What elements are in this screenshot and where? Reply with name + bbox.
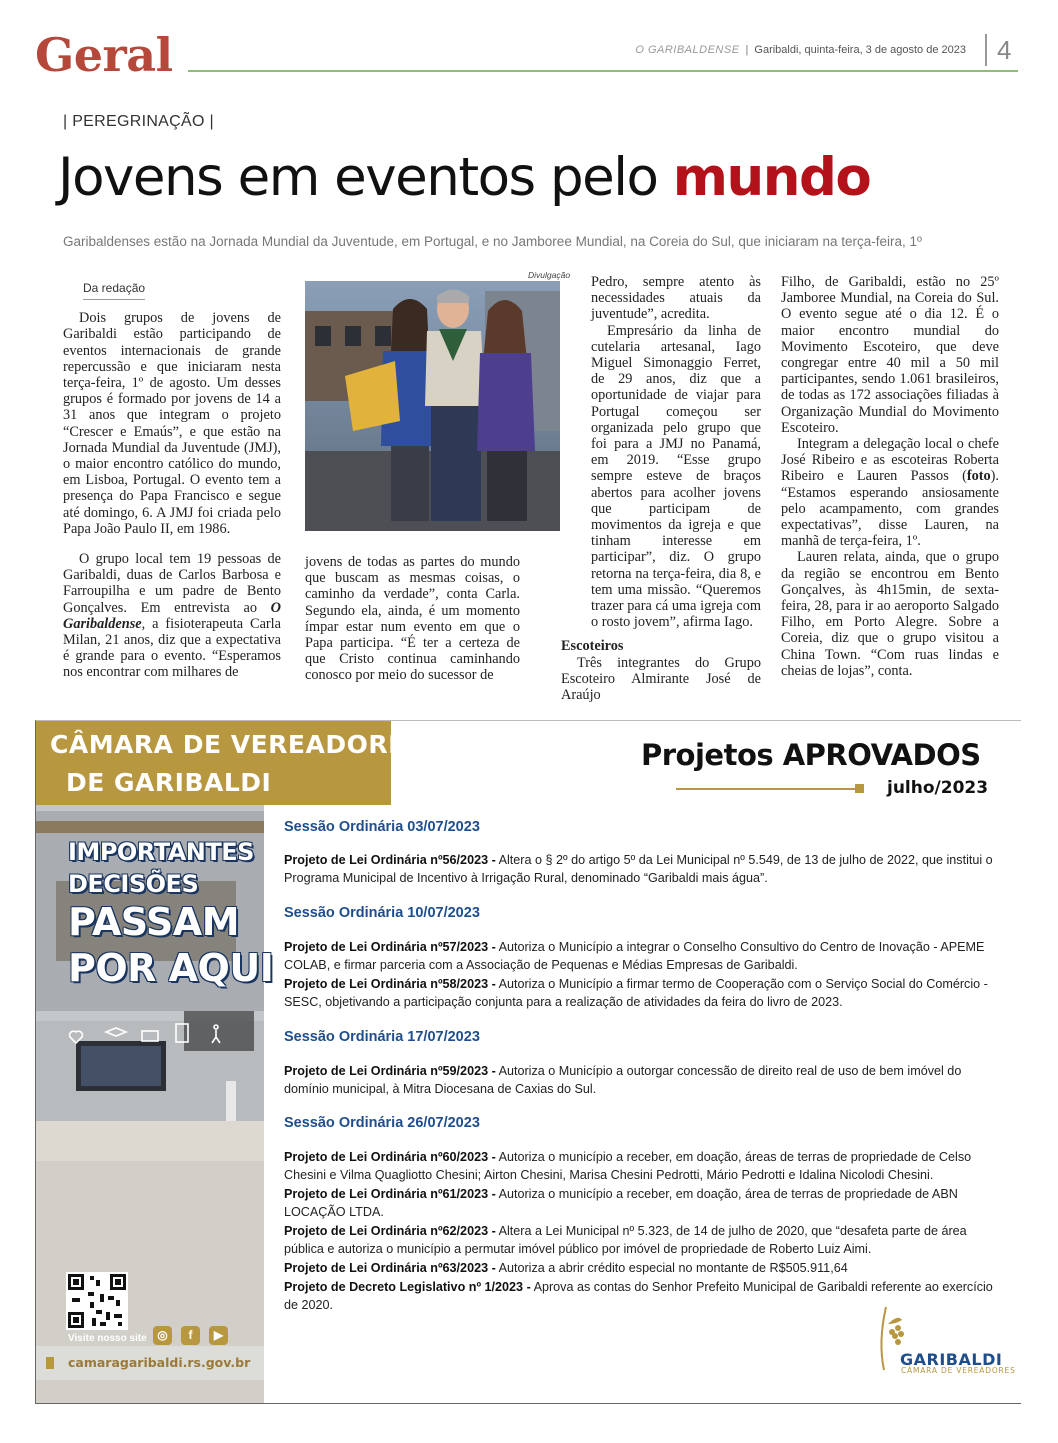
- session-title: Sessão Ordinária 17/07/2023: [284, 1029, 480, 1045]
- article-column-2: [305, 554, 520, 684]
- newspaper-reference: O Garibaldense: [63, 599, 281, 632]
- slogan-line-2: DECISÕES: [68, 870, 199, 898]
- qr-code[interactable]: [66, 1272, 128, 1330]
- header-rule: [188, 70, 1018, 72]
- project-item: [284, 1185, 1004, 1221]
- article-headline: [58, 138, 870, 218]
- paragraph-text: ). “Estamos esperando ansiosamente pelo acampamento, com grandes expectativas”, disse Lauren, na manhã de terça-feira, 1º.: [781, 468, 999, 550]
- article-column-1: [63, 280, 281, 681]
- paragraph: [781, 436, 999, 549]
- site-url[interactable]: camaragaribaldi.rs.gov.br: [68, 1355, 251, 1370]
- project-description: Autoriza o município a receber, em doação, áreas de terras de propriedade de Celso Chesini e Vilma Quagliotto Chesini; Airton Chesini, Marisa Chesini Pedrotti, Mário Pedrotti e Idalina Nicolodi Chesini.: [284, 1150, 972, 1182]
- project-description: Altera a Lei Municipal nº 5.323, de 14 de julho de 2020, que “desafeta parte de área pública e autoriza o município a permutar imóvel público por imóvel de propriedade de Roberto Luiz Aimi.: [284, 1224, 967, 1256]
- paragraph-text: , a fisioterapeuta Carla Milan, 21 anos, diz que a expectativa é grande para o evento. “Esperamos nos encontrar com milhares de: [63, 615, 281, 681]
- paragraph: Filho, de Garibaldi, estão no 25º Jamboree Mundial, na Coreia do Sul. O evento segue até o dia 12. É o maior encontro mundial do Movimento Escoteiro, que deve congregar entre 40 mil a 50 mil participantes, sendo 1.061 brasileiros, de todas as 172 associações filiadas à Organização Mundial do Movimento Escoteiro.: [781, 274, 999, 436]
- section-title: Geral: [35, 28, 173, 82]
- project-description: Autoriza a abrir crédito especial no montante de R$505.911,64: [495, 1261, 848, 1275]
- instagram-icon[interactable]: ◎: [153, 1326, 172, 1345]
- projects-title: Projetos APROVADOS: [641, 738, 981, 772]
- byline: Da redação: [63, 280, 281, 296]
- project-item: [284, 1148, 1004, 1184]
- header-meta: [635, 44, 966, 56]
- project-description: Autoriza o município a receber, em doação, área de terras de propriedade de ABN LOCAÇÃO LTDA.: [284, 1187, 958, 1219]
- project-description: Autoriza o Município a outorgar concessão de direito real de uso de bem imóvel do domínio municipal, à Mitra Diocesana de Caxias do Sul.: [284, 1064, 962, 1096]
- session-title: Sessão Ordinária 26/07/2023: [284, 1115, 480, 1131]
- article-column-4: [781, 274, 999, 679]
- logo-subtitle: CÂMARA DE VEREADORES: [901, 1366, 1016, 1375]
- photo-illustration: [305, 281, 560, 531]
- paragraph: Pedro, sempre atento às necessidades atuais da juventude”, acredita.: [591, 274, 761, 323]
- project-description: Altera o § 2º do artigo 5º da Lei Municipal nº 5.549, de 13 de julho de 2022, que institui o Programa Municipal de Incentivo à Irrigação Rural, denominado “Garibaldi mais água”.: [284, 853, 993, 885]
- url-marker: [46, 1357, 54, 1369]
- paragraph-text: O grupo local tem 19 pessoas de Garibaldi, duas de Carlos Barbosa e Farroupilha e um padre de Bento Gonçalves. Em entrevista ao: [63, 551, 281, 616]
- paragraph: Três integrantes do Grupo Escoteiro Almirante José de Araújo: [561, 654, 761, 704]
- visit-site-label: Visite nosso site: [68, 1333, 147, 1344]
- project-label: Projeto de Lei Ordinária nº59/2023 -: [284, 1064, 496, 1078]
- paragraph: Dois grupos de jovens de Garibaldi estão participando de eventos internacionais de grande repercussão e que iniciaram nesta terça-feira, 1º de agosto. Um desses grupos é formado por jovens de 14 a 31 anos que integram o projeto “Crescer e Emaús”, e que estão na Jornada Mundial da Juventude (JMJ), o maior encontro católico do mundo, em Lisboa, Portugal. O evento tem a presença do Papa Francisco e segue até domingo, 6. A JMJ foi criada pelo Papa João Paulo II, em 1986.: [63, 310, 281, 537]
- slogan-line-3: PASSAM: [68, 900, 240, 944]
- project-label: Projeto de Lei Ordinária nº60/2023 -: [284, 1150, 496, 1164]
- youtube-icon[interactable]: ▶: [209, 1326, 228, 1345]
- project-item: [284, 1259, 1004, 1277]
- subhead-escoteiros: Escoteiros: [561, 638, 624, 655]
- slogan-line-1: IMPORTANTES: [68, 838, 254, 866]
- article-column-3: [543, 274, 761, 703]
- project-label: Projeto de Lei Ordinária nº62/2023 -: [284, 1224, 496, 1238]
- photo-credit: Divulgação: [528, 270, 571, 280]
- dateline: Garibaldi, quinta-feira, 3 de agosto de 2023: [754, 44, 966, 56]
- qr-code-icon: [66, 1272, 128, 1330]
- banner-line-2: DE GARIBALDI: [66, 768, 272, 797]
- article-kicker: | PEREGRINAÇÃO |: [63, 113, 214, 130]
- paragraph: Lauren relata, ainda, que o grupo da região se encontrou em Bento Gonçalves, às 4h15min, de sexta-feira, 28, para ir ao aeroporto Salgado Filho, em Porto Alegre. Sobre a Coreia, diz que o grupo visitou a China Town. “Com ruas lindas e cheias de lojas”, conta.: [781, 549, 999, 679]
- project-item: [284, 1062, 1004, 1098]
- project-description: Aprova as contas do Senhor Prefeito Municipal de Garibaldi referente ao exercício de 2020.: [284, 1280, 993, 1312]
- paragraph: [63, 551, 281, 681]
- header-separator: |: [745, 44, 749, 56]
- project-label: Projeto de Decreto Legislativo nº 1/2023 -: [284, 1280, 531, 1294]
- newspaper-name: O GARIBALDENSE: [635, 44, 740, 56]
- project-label: Projeto de Lei Ordinária nº57/2023 -: [284, 940, 496, 954]
- project-description: Autoriza o Município a firmar termo de Cooperação com o Serviço Social do Comércio - SESC, objetivando a participação conjunta para a realização de atividades da feira do livro de 2023.: [284, 977, 988, 1009]
- foto-reference: foto: [966, 468, 991, 485]
- project-label: Projeto de Lei Ordinária nº61/2023 -: [284, 1187, 496, 1201]
- headline-main: Jovens em eventos pelo: [58, 147, 673, 208]
- project-label: Projeto de Lei Ordinária nº56/2023 -: [284, 853, 496, 867]
- headline-accent: mundo: [672, 147, 871, 208]
- facebook-icon[interactable]: f: [181, 1326, 200, 1345]
- projects-month: julho/2023: [887, 778, 989, 798]
- article-photo: [305, 281, 560, 531]
- session-title: Sessão Ordinária 10/07/2023: [284, 905, 480, 921]
- project-label: Projeto de Lei Ordinária nº58/2023 -: [284, 977, 496, 991]
- logo-name: GARIBALDI: [900, 1350, 1003, 1369]
- paragraph-text: Integram a delegação local o chefe José Ribeiro e as escoteiras Roberta Ribeiro e Lauren Passos (: [781, 436, 999, 485]
- project-item: [284, 1222, 1004, 1258]
- column-3-upper: [543, 274, 761, 630]
- title-rule-end: [855, 784, 864, 793]
- project-label: Projeto de Lei Ordinária nº63/2023 -: [284, 1261, 496, 1275]
- title-rule: [676, 788, 858, 790]
- session-title: Sessão Ordinária 03/07/2023: [284, 819, 480, 835]
- page-number: 4: [985, 34, 1011, 66]
- paragraph: jovens de todas as partes do mundo que buscam as mesmas coisas, o caminho da verdade”, conta Carla. Segundo ela, ainda, é um momento ímpar estar num evento em que o Papa participa. “É ter a certeza de que Cristo continua caminhando conosco por meio do sucessor de: [305, 554, 520, 684]
- paragraph: Empresário da linha de cutelaria artesanal, Iago Miguel Simonaggio Ferret, de 29 anos, diz que a oportunidade de viajar para Portugal começou ser organizada pelo grupo que foi para a JMJ no Panamá, em 2019. “Esse grupo sempre esteve de braços abertos para acolher jovens que participam de movimentos da igreja e que tinham interesse em participar”, diz. O grupo retorna na terça-feira, dia 8, e tem uma missão. “Queremos trazer para cá uma igreja com o rosto jovem”, afirma Iago.: [591, 322, 761, 631]
- project-item: [284, 851, 1004, 887]
- banner-line-1: CÂMARA DE VEREADORES: [50, 730, 425, 759]
- project-item: [284, 975, 1004, 1011]
- article-deck: Garibaldenses estão na Jornada Mundial da Juventude, em Portugal, e no Jamboree Mundial, na Coreia do Sul, que iniciaram na terça-feira, 1º: [63, 234, 922, 249]
- project-description: Autoriza o Município a integrar o Conselho Consultivo do Centro de Inovação - APEME COLAB, e firmar parceria com a Associação de Pequenas e Médias Empresas de Garibaldi.: [284, 940, 985, 972]
- slogan-line-4: POR AQUI: [68, 946, 274, 990]
- project-item: [284, 938, 1004, 974]
